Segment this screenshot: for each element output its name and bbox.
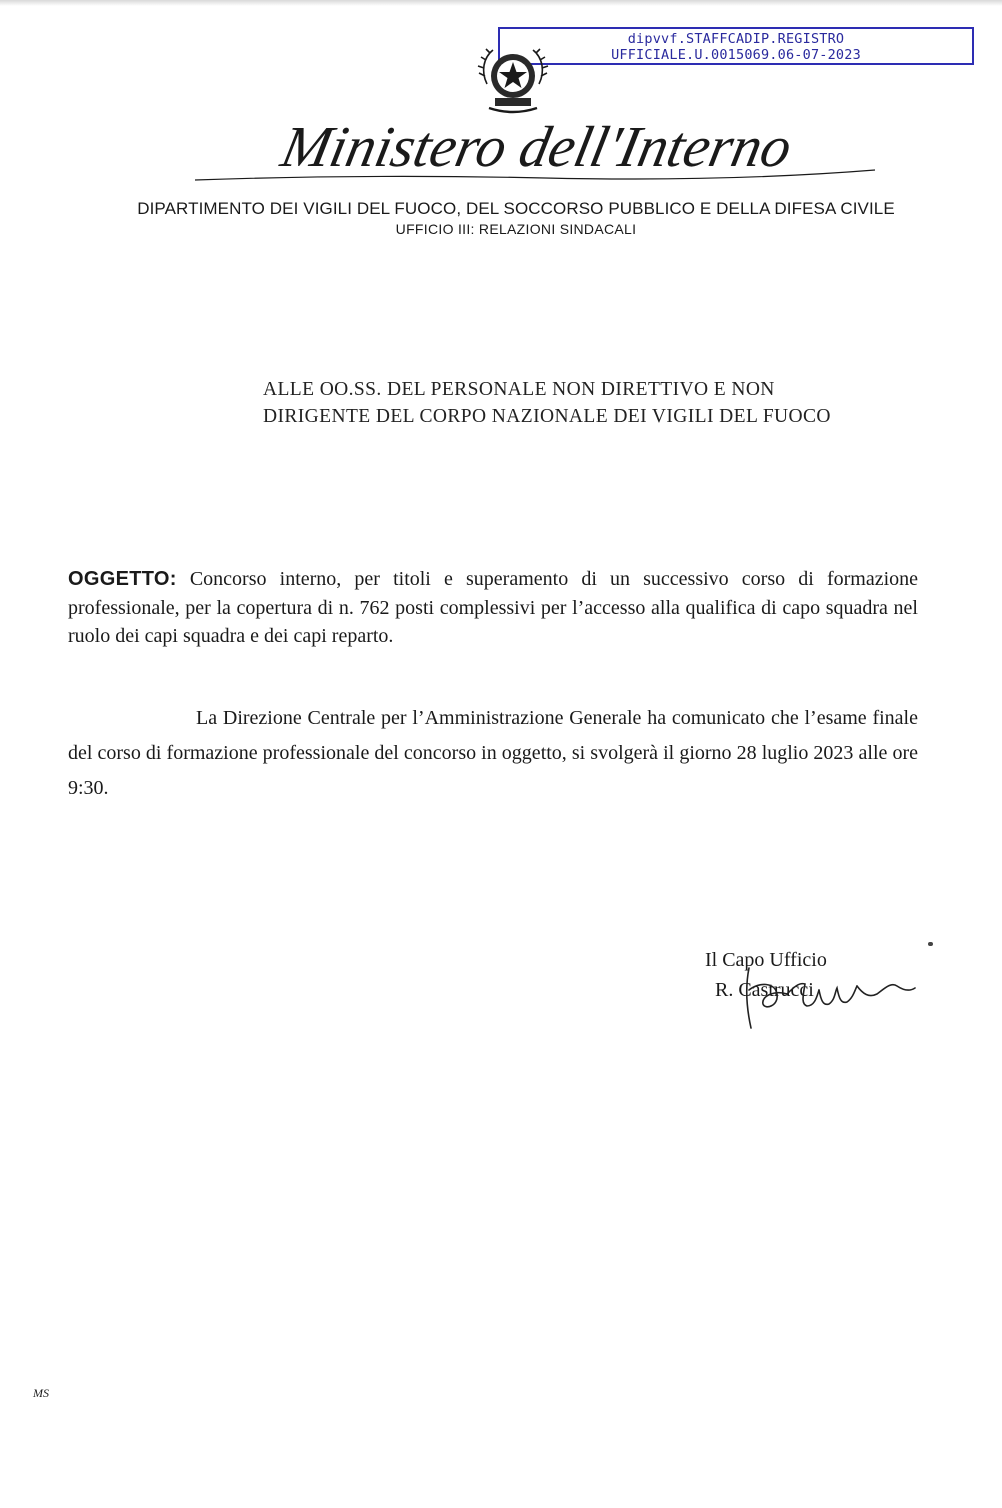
recipient-block	[263, 376, 963, 430]
protocol-stamp-line1: dipvvf.STAFFCADIP.REGISTRO	[627, 31, 845, 47]
signature-name: R. Castrucci	[715, 979, 814, 1001]
subject-block	[68, 565, 918, 651]
ministry-name-text: Ministero dell'Interno	[275, 114, 798, 179]
subject-label: OGGETTO:	[68, 568, 177, 590]
department-name: DIPARTIMENTO DEI VIGILI DEL FUOCO, DEL SOCCORSO PUBBLICO E DELLA DIFESA CIVILE	[137, 199, 895, 218]
protocol-stamp	[498, 27, 974, 65]
handwritten-signature	[735, 960, 925, 1035]
recipient-line2: DIRIGENTE DEL CORPO NAZIONALE DEI VIGILI DEL FUOCO	[263, 406, 831, 427]
scan-speck	[928, 942, 933, 946]
protocol-stamp-line2: UFFICIALE.U.0015069.06-07-2023	[611, 47, 861, 63]
signature-title: Il Capo Ufficio	[705, 949, 827, 971]
ministry-logo-script	[185, 108, 885, 188]
body-paragraph: La Direzione Centrale per l’Amministrazione Generale ha comunicato che l’esame finale del corso di formazione professionale del concorso in oggetto, si svolgerà il giorno 28 luglio 2023 alle ore 9:30.	[68, 707, 918, 799]
italian-republic-emblem-icon	[473, 38, 553, 116]
scan-edge	[0, 0, 1002, 6]
author-initials: MS	[33, 1386, 49, 1400]
recipient-line1: ALLE OO.SS. DEL PERSONALE NON DIRETTIVO E NON	[263, 379, 775, 400]
subject-text: Concorso interno, per titoli e superamento di un successivo corso di formazione professionale, per la copertura di n. 762 posti complessivi per l’accesso alla qualifica di capo squadra nel ruolo dei capi squadra e dei capi reparto.	[68, 568, 919, 647]
office-name: UFFICIO III: RELAZIONI SINDACALI	[395, 221, 637, 237]
